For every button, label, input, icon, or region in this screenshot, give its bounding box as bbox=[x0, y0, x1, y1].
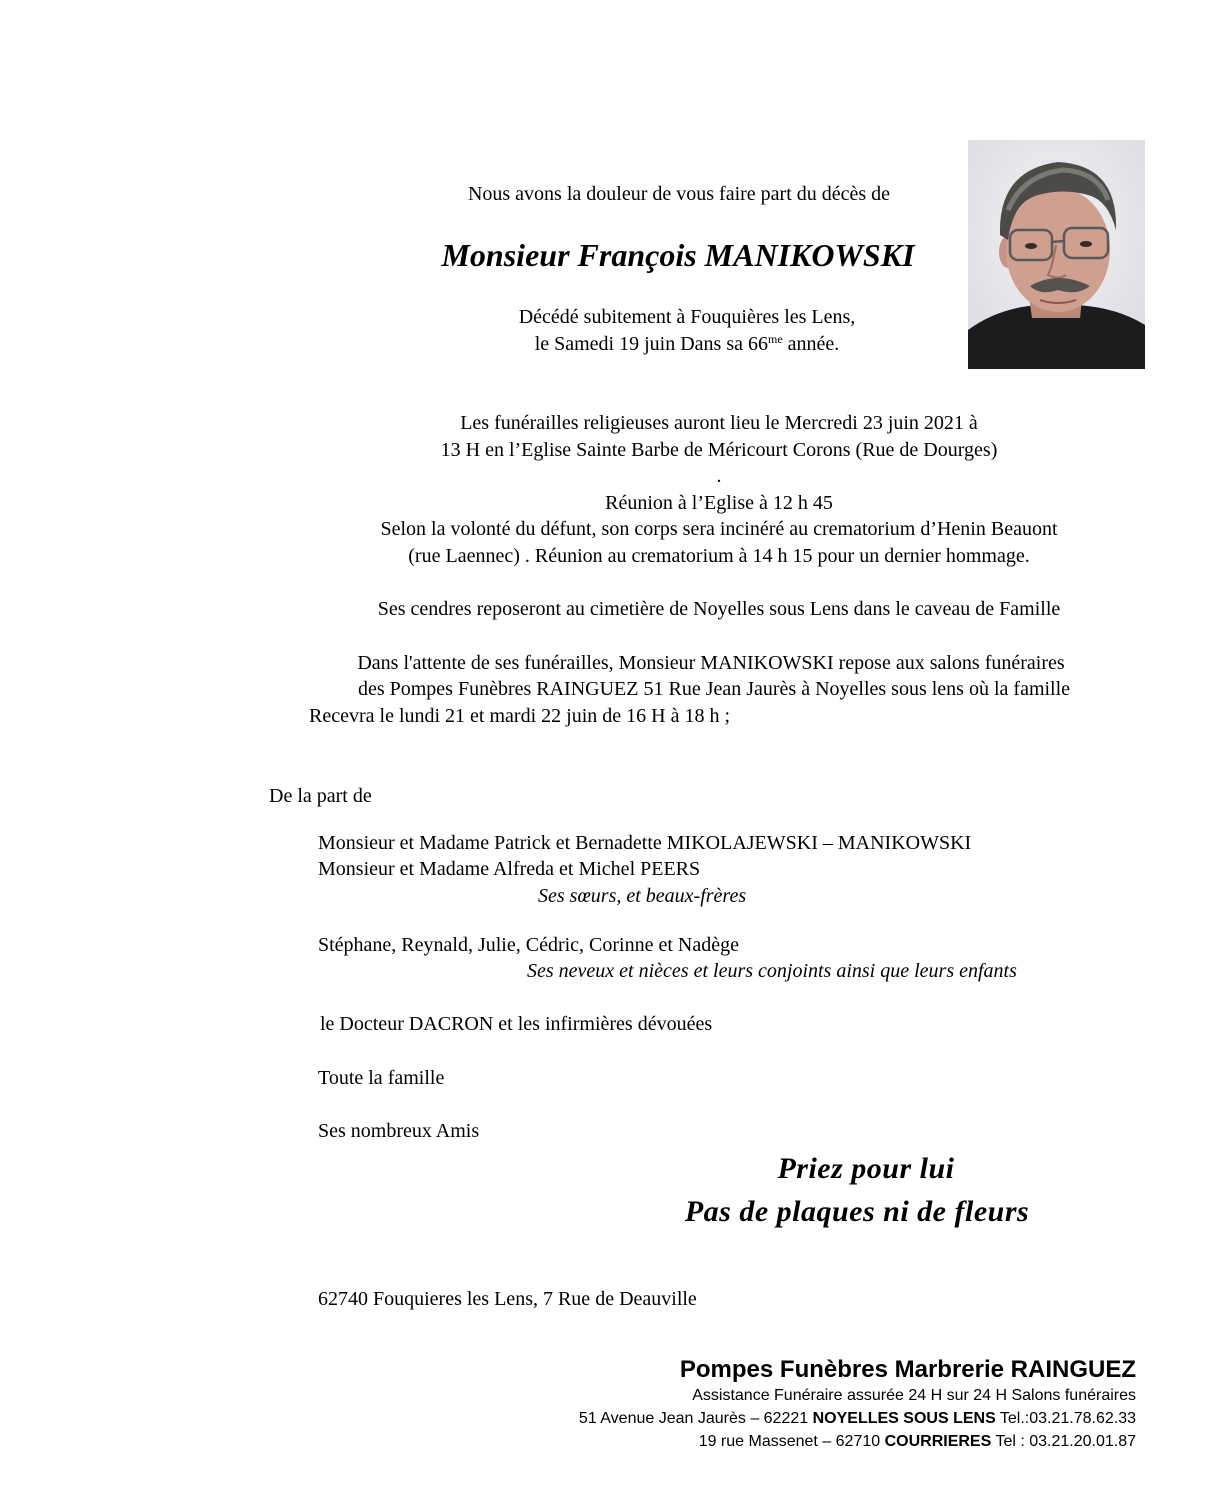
deceased-portrait-photo bbox=[968, 140, 1145, 369]
funeral-home-address-1 bbox=[579, 1409, 1136, 1429]
closing-no-flowers: Pas de plaques ni de fleurs bbox=[684, 1195, 1030, 1228]
death-date-text: le Samedi 19 juin Dans sa 66 bbox=[534, 333, 768, 355]
address-1-street: 51 Avenue Jean Jaurès – 62221 bbox=[578, 1410, 813, 1427]
funeral-line-4: Réunion à l’Eglise à 12 h 45 bbox=[605, 492, 833, 514]
rest-line-3: Recevra le lundi 21 et mardi 22 juin de 16 H à 18 h ; bbox=[309, 705, 731, 727]
family-nephews: Stéphane, Reynald, Julie, Cédric, Corinne et Nadège bbox=[318, 934, 739, 956]
deceased-name: Monsieur François MANIKOWSKI bbox=[441, 237, 915, 273]
funeral-home-address-2 bbox=[699, 1432, 1136, 1452]
ordinal-suffix: me bbox=[768, 332, 783, 346]
rest-line-2: des Pompes Funèbres RAINGUEZ 51 Rue Jean Jaurès à Noyelles sous lens où la famille bbox=[357, 678, 1071, 700]
funeral-line-6: (rue Laennec) . Réunion au crematorium à 14 h 15 pour un dernier hommage. bbox=[408, 545, 1030, 567]
from-label: De la part de bbox=[269, 785, 372, 807]
death-date-line bbox=[535, 331, 840, 357]
address-2-phone: Tel : 03.21.20.01.87 bbox=[991, 1433, 1136, 1450]
death-date-year-word: année. bbox=[782, 333, 840, 355]
funeral-home-service: Assistance Funéraire assurée 24 H sur 24 H Salons funéraires bbox=[692, 1387, 1136, 1404]
death-place-line: Décédé subitement à Fouquières les Lens, bbox=[518, 306, 856, 328]
rest-line-1: Dans l'attente de ses funérailles, Monsieur MANIKOWSKI repose aux salons funéraires bbox=[357, 652, 1065, 674]
ashes-text: Ses cendres reposeront au cimetière de Noyelles sous Lens dans le caveau de Famille bbox=[377, 598, 1061, 620]
funeral-line-1: Les funérailles religieuses auront lieu le Mercredi 23 juin 2021 à bbox=[460, 412, 978, 434]
funeral-home-name: Pompes Funèbres Marbrerie RAINGUEZ bbox=[679, 1356, 1136, 1383]
doctor-line: le Docteur DACRON et les infirmières dévouées bbox=[320, 1013, 713, 1035]
family-siblings-2: Monsieur et Madame Alfreda et Michel PEERS bbox=[318, 858, 701, 880]
funeral-line-5: Selon la volonté du défunt, son corps sera incinéré au crematorium d’Henin Beauont bbox=[380, 518, 1058, 540]
intro-text: Nous avons la douleur de vous faire part du décès de bbox=[467, 183, 891, 205]
home-address: 62740 Fouquieres les Lens, 7 Rue de Deauville bbox=[318, 1288, 697, 1310]
closing-prayer: Priez pour lui bbox=[777, 1152, 955, 1185]
address-2-city: COURRIERES bbox=[884, 1433, 992, 1450]
siblings-caption: Ses sœurs, et beaux-frères bbox=[538, 885, 747, 907]
friends-line: Ses nombreux Amis bbox=[318, 1120, 480, 1142]
family-siblings-1: Monsieur et Madame Patrick et Bernadette MIKOLAJEWSKI – MANIKOWSKI bbox=[318, 832, 972, 854]
address-1-phone: Tel.:03.21.78.62.33 bbox=[995, 1410, 1136, 1427]
address-1-city: NOYELLES SOUS LENS bbox=[812, 1410, 996, 1427]
funeral-line-3: . bbox=[716, 465, 722, 487]
nephews-caption: Ses neveux et nièces et leurs conjoints ainsi que leurs enfants bbox=[527, 960, 1017, 982]
family-all-line: Toute la famille bbox=[318, 1067, 445, 1089]
address-2-street: 19 rue Massenet – 62710 bbox=[698, 1433, 885, 1450]
funeral-line-2: 13 H en l’Eglise Sainte Barbe de Méricourt Corons (Rue de Dourges) bbox=[440, 439, 998, 461]
